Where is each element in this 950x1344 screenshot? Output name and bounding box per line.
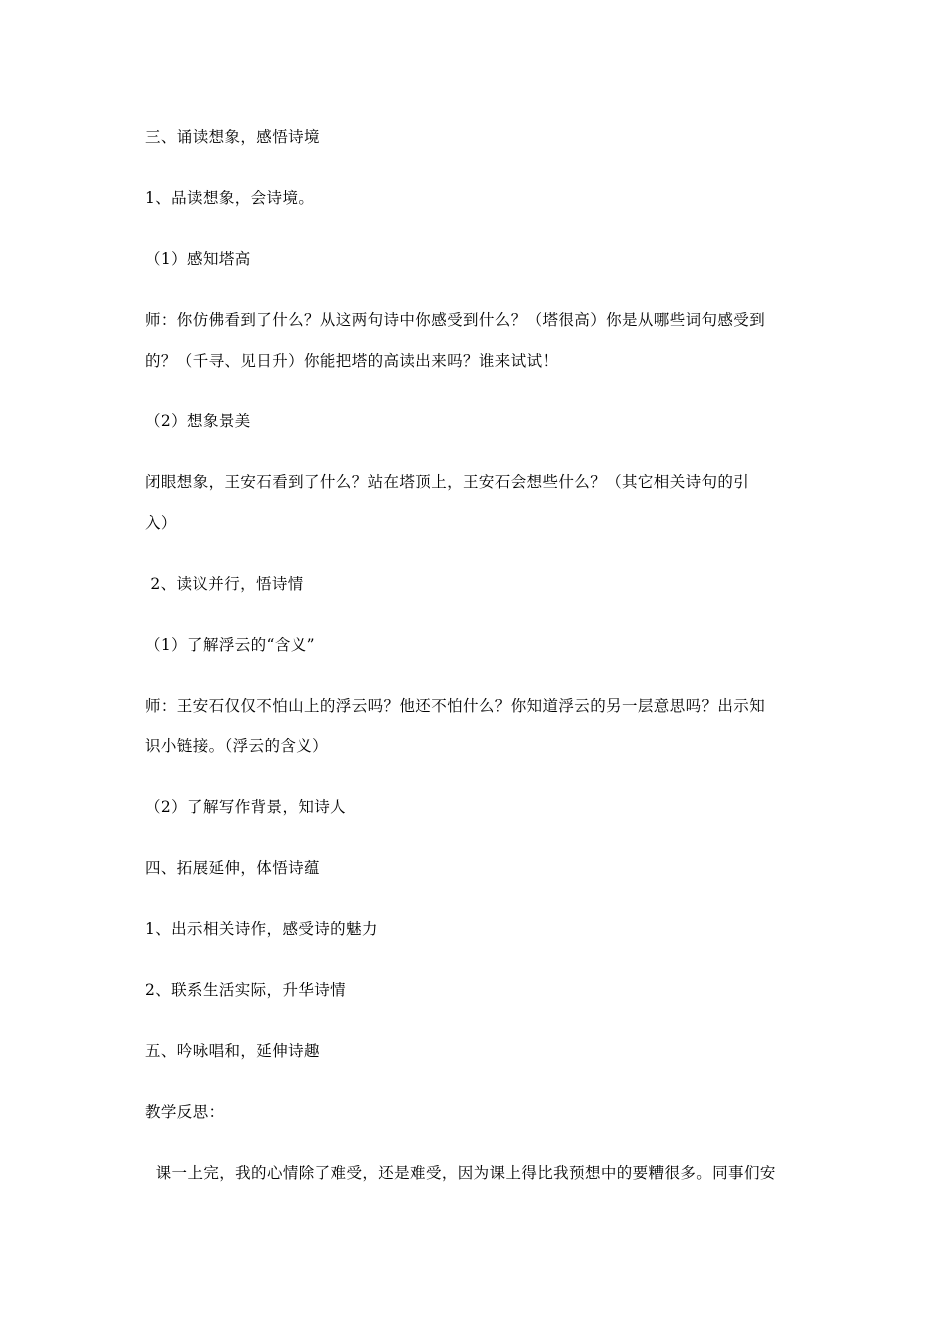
paragraph-imagine-line-1: 闭眼想象，王安石看到了什么？站在塔顶上，王安石会想些什么？（其它相关诗句的引 <box>145 473 750 491</box>
paragraph-imagine-line-2: 入） <box>145 514 177 532</box>
sub-heading-tower-height: （1）感知塔高 <box>145 250 251 268</box>
paragraph-teacher-question-2-line-2: 识小链接。（浮云的含义） <box>145 737 329 755</box>
section-4-item-2: 2、联系生活实际，升华诗情 <box>145 981 347 999</box>
item-heading-2: 2、读议并行，悟诗情 <box>145 575 304 593</box>
section-4-item-1: 1、出示相关诗作，感受诗的魅力 <box>145 920 378 938</box>
paragraph-teacher-question-2-line-1: 师：王安石仅仅不怕山上的浮云吗？他还不怕什么？你知道浮云的另一层意思吗？出示知 <box>145 697 766 715</box>
sub-heading-scenery: （2）想象景美 <box>145 412 251 430</box>
item-heading-1: 1、品读想象，会诗境。 <box>145 189 315 207</box>
section-heading-4: 四、拓展延伸，体悟诗蕴 <box>145 859 320 877</box>
sub-heading-background: （2）了解写作背景，知诗人 <box>145 798 347 816</box>
section-heading-3: 三、诵读想象，感悟诗境 <box>145 128 320 146</box>
paragraph-teacher-question-1-line-2: 的？（千寻、见日升）你能把塔的高读出来吗？谁来试试！ <box>145 352 559 370</box>
paragraph-teacher-question-1-line-1: 师：你仿佛看到了什么？从这两句诗中你感受到什么？（塔很高）你是从哪些词句感受到 <box>145 311 766 329</box>
section-heading-5: 五、吟咏唱和，延伸诗趣 <box>145 1042 320 1060</box>
reflection-heading: 教学反思： <box>145 1103 225 1121</box>
sub-heading-cloud-meaning: （1）了解浮云的“含义” <box>145 636 316 654</box>
reflection-paragraph-line-1: 课一上完，我的心情除了难受，还是难受，因为课上得比我预想中的要糟很多。同事们安 <box>145 1164 776 1182</box>
